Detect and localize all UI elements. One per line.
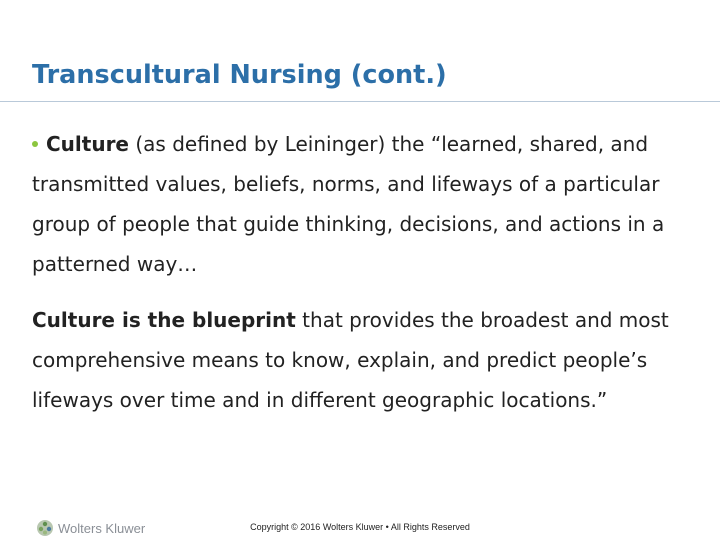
copyright-notice: Copyright © 2016 Wolters Kluwer • All Rights Reserved xyxy=(250,522,470,532)
blueprint-lead: Culture is the blueprint xyxy=(32,308,296,332)
slide-body xyxy=(32,124,692,420)
culture-term: Culture xyxy=(46,132,129,156)
culture-definition: (as defined by Leininger) the “learned, shared, and transmitted values, beliefs, norms, and lifeways of a particular group of people that guide thinking, decisions, and actions in a patterned way… xyxy=(32,132,665,276)
blueprint-text: that provides the broadest and most comprehensive means to know, explain, and predict people’s lifeways over time and in different geographic locations.” xyxy=(32,308,669,412)
green-dot-bullet-icon xyxy=(32,141,38,147)
blueprint-paragraph xyxy=(32,300,692,420)
logo-text: Wolters Kluwer xyxy=(58,520,146,536)
bullet-paragraph xyxy=(32,124,692,284)
title-divider xyxy=(0,101,720,102)
slide-title: Transcultural Nursing (cont.) xyxy=(32,60,447,90)
